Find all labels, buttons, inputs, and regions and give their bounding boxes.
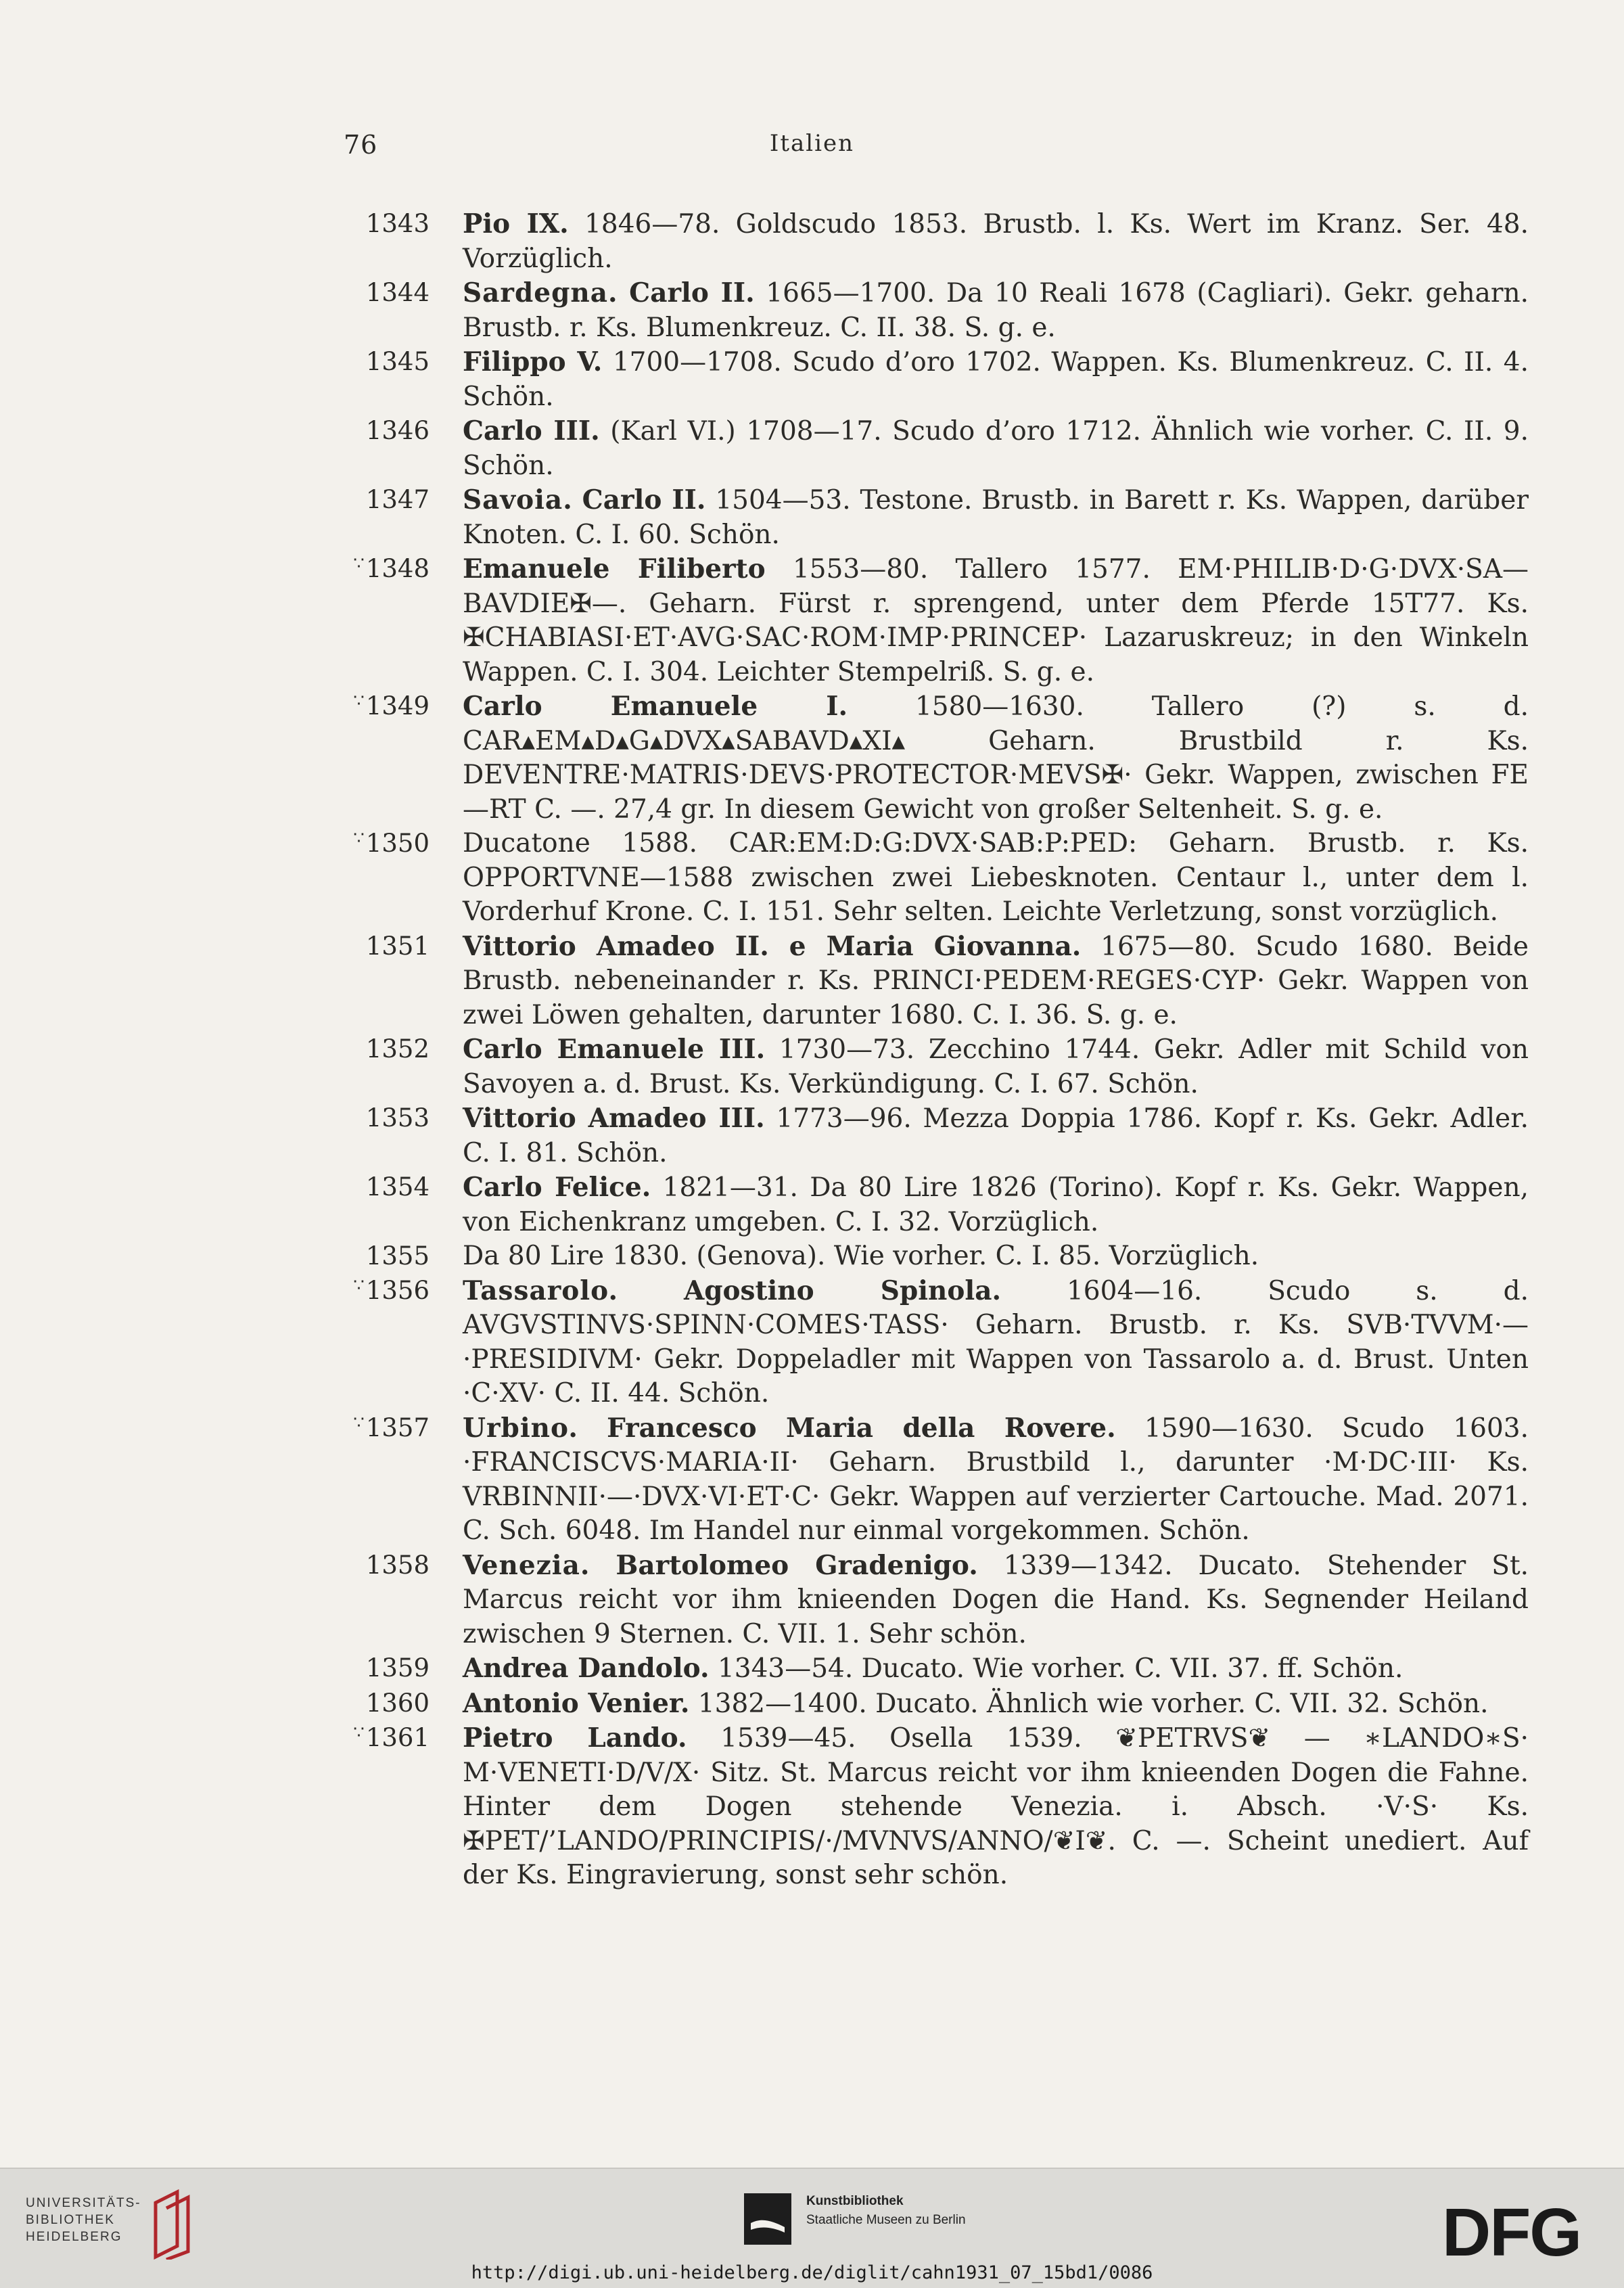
lot-number-value: 1361 [365,1723,430,1752]
lot-number-value: 1343 [365,209,430,238]
lot-description [463,689,1529,827]
catalog-entry [338,1411,1529,1549]
lot-description [463,345,1529,414]
ruler-name: Carlo Emanuele III. [463,1034,766,1065]
rarity-mark-icon: ∵ [353,1275,365,1296]
catalog-entry [338,1032,1529,1101]
lot-details: 1553—80. Tallero 1577. EM·PHILIB·D·G·DVX·SA—BAVDIE✠—. Geharn. Fürst r. sprengend, unter dem Pferde 15T77. Ks. ✠CHABIASI·ET·AVG·SAC·ROM·IMP·PRINCEP· Lazaruskreuz; in den Winkeln Wappen. C. I. 304. Leichter Stempelriß. S. g. e. [463,554,1529,687]
lot-description [463,552,1529,689]
lot-description [463,1411,1529,1549]
mint-place: Savoia. [463,484,573,516]
university-logo-line: HEIDELBERG [26,2230,122,2244]
lot-number [338,345,430,380]
lot-details: 1382—1400. Ducato. Ähnlich wie vorher. C. VII. 32. Schön. [689,1688,1489,1719]
catalog-entry [338,689,1529,827]
lot-description [463,1032,1529,1101]
lot-number [338,1101,430,1136]
lot-number-value: 1357 [365,1413,430,1442]
university-library-mark-icon [150,2189,192,2260]
lot-description [463,930,1529,1033]
lot-description [463,483,1529,552]
lot-details: 1773—96. Mezza Doppia 1786. Kopf r. Ks. Gekr. Adler. C. I. 81. Schön. [463,1103,1529,1168]
lot-description [463,1687,1529,1722]
lot-details: 1700—1708. Scudo d’oro 1702. Wappen. Ks. Blumenkreuz. C. II. 4. Schön. [463,347,1529,412]
lot-details: Da 80 Lire 1830. (Genova). Wie vorher. C. I. 85. Vorzüglich. [463,1241,1259,1271]
lot-description [463,1170,1529,1239]
lot-number-value: 1353 [365,1103,430,1132]
kunstbibliothek-label [806,2192,966,2230]
lot-details: 1665—1700. Da 10 Reali 1678 (Cagliari). Gekr. geharn. Brustb. r. Ks. Blumenkreuz. C. II. 38. S. g. e. [463,278,1529,343]
catalog-entry [338,1170,1529,1239]
lot-number [338,1651,430,1686]
footer-bar [0,2168,1624,2288]
catalog-entry [338,1721,1529,1893]
catalog-entry [338,1274,1529,1411]
rarity-mark-icon: ∵ [353,828,365,848]
catalog-entry [338,414,1529,483]
ruler-name: Bartolomeo Gradenigo. [616,1549,978,1581]
catalog-entry [338,930,1529,1033]
lot-number [338,207,430,242]
lot-number-value: 1352 [365,1034,430,1063]
lot-number [338,689,430,727]
lot-number [338,1549,430,1583]
lot-description [463,827,1529,930]
rarity-mark-icon: ∵ [353,1722,365,1743]
lot-number [338,276,430,311]
ruler-name: Agostino Spinola. [683,1275,1002,1306]
university-logo-line: UNIVERSITÄTS- [26,2196,141,2210]
lot-details: (Karl VI.) 1708—17. Scudo d’oro 1712. Ähnlich wie vorher. C. II. 9. Schön. [463,416,1529,481]
university-logo-line: BIBLIOTHEK [26,2213,115,2227]
page-number: 76 [344,130,378,160]
lot-details: 1846—78. Goldscudo 1853. Brustb. l. Ks. Wert im Kranz. Ser. 48. Vorzüglich. [463,209,1529,274]
lot-number-value: 1344 [365,278,430,307]
lot-number-value: 1360 [365,1688,430,1718]
lot-number [338,414,430,449]
lot-number [338,1239,430,1274]
lot-details: 1604—16. Scudo s. d. AVGVSTINVS·SPINN·COMES·TASS· Geharn. Brustb. r. Ks. SVB·TVVM·—·PRESIDIVM· Gekr. Doppeladler mit Wappen von Tassarolo a. d. Brust. Unten ·C·XV· C. II. 44. Schön. [463,1275,1529,1409]
lot-number-value: 1354 [365,1172,430,1202]
mint-place: Tassarolo. [463,1275,619,1306]
catalog-entry [338,345,1529,414]
lot-number [338,483,430,518]
lot-number-value: 1359 [365,1653,430,1683]
lot-number [338,1032,430,1067]
ruler-name: Andrea Dandolo. [463,1653,710,1684]
lot-description [463,1101,1529,1170]
lot-number [338,1687,430,1721]
ruler-name: Emanuele Filiberto [463,553,766,585]
ruler-name: Carlo Felice. [463,1172,651,1203]
lot-details: 1590—1630. Scudo 1603. ·FRANCISCVS·MARIA·II· Geharn. Brustbild l., darunter ·M·DC·III· Ks. VRBINNII·—·DVX·VI·ET·C· Gekr. Wappen auf verzierter Cartouche. Mad. 2071. C. Sch. 6048. Im Handel nur einmal vorgekommen. Schön. [463,1413,1529,1546]
mint-place: Sardegna. [463,277,618,308]
catalog-entry [338,552,1529,689]
mint-place: Venezia. [463,1549,590,1581]
rarity-mark-icon: ∵ [353,1412,365,1433]
catalog-entry [338,1549,1529,1652]
catalog-entry [338,1101,1529,1170]
lot-description [463,1549,1529,1652]
ruler-name: Carlo Emanuele I. [463,691,848,722]
ruler-name: Pio IX. [463,208,569,239]
lot-description [463,1239,1529,1274]
lot-number-value: 1355 [365,1241,430,1271]
lot-details: 1339—1342. Ducato. Stehender St. Marcus reicht vor ihm knieenden Dogen die Hand. Ks. Segnender Heiland zwischen 9 Sternen. C. VII. 1. Sehr schön. [463,1550,1529,1649]
lot-number-value: 1346 [365,416,430,445]
lot-number [338,1721,430,1758]
lot-number [338,1170,430,1205]
lot-description [463,414,1529,483]
ruler-name: Carlo II. [582,484,706,516]
lot-number [338,827,430,864]
lot-number [338,552,430,589]
lot-number-value: 1351 [365,931,430,961]
catalog-entry [338,207,1529,276]
lot-details: 1504—53. Testone. Brustb. in Barett r. Ks. Wappen, darüber Knoten. C. I. 60. Schön. [463,485,1529,550]
lot-description [463,1651,1529,1687]
lot-number [338,1411,430,1448]
lot-number [338,1274,430,1311]
lot-description [463,207,1529,276]
catalog-entry [338,1687,1529,1722]
lot-number-value: 1345 [365,347,430,376]
ruler-name: Antonio Venier. [463,1687,690,1719]
catalog-entry [338,827,1529,930]
lot-description [463,1721,1529,1893]
ruler-name: Francesco Maria della Rovere. [607,1412,1116,1444]
ruler-name: Filippo V. [463,346,603,377]
lot-number-value: 1347 [365,485,430,514]
lot-number-value: 1358 [365,1550,430,1580]
lot-details: 1580—1630. Tallero (?) s. d. CAR▴EM▴D▴G▴DVX▴SABAVD▴XI▴ Geharn. Brustbild r. Ks. DEVENTRE·MATRIS·DEVS·PROTECTOR·MEVS✠· Gekr. Wappen, zwischen FE—RT C. —. 27,4 gr. In diesem Gewicht von großer Seltenheit. S. g. e. [463,691,1529,825]
lot-details: Ducatone 1588. CAR:EM:D:G:DVX·SAB:P:PED: Geharn. Brustb. r. Ks. OPPORTVNE—1588 zwischen zwei Liebesknoten. Centaur l., unter dem l. Vorderhuf Krone. C. I. 151. Sehr selten. Leichte Verletzung, sonst vorzüglich. [463,828,1529,927]
lot-description [463,1274,1529,1411]
lot-number-value: 1350 [365,829,430,858]
lot-number-value: 1349 [365,691,430,720]
lot-details: 1821—31. Da 80 Lire 1826 (Torino). Kopf r. Ks. Gekr. Wappen, von Eichenkranz umgeben. C. I. 32. Vorzüglich. [463,1172,1529,1237]
kunstbibliothek-title: Kunstbibliothek [806,2194,904,2208]
running-head: Italien [769,130,855,157]
lot-number-value: 1348 [365,554,430,583]
ruler-name: Vittorio Amadeo III. [463,1103,765,1134]
ruler-name: Vittorio Amadeo II. e Maria Giovanna. [463,930,1082,962]
ruler-name: Carlo II. [629,277,755,308]
dfg-logo[interactable]: DFG [1442,2195,1581,2270]
catalog-entries [338,207,1529,1893]
ruler-name: Carlo III. [463,415,600,447]
kunstbibliothek-logo-icon[interactable] [744,2193,791,2245]
lot-details: 1730—73. Zecchino 1744. Gekr. Adler mit Schild von Savoyen a. d. Brust. Ks. Verkündigung. C. I. 67. Schön. [463,1034,1529,1099]
lot-details: 1675—80. Scudo 1680. Beide Brustb. nebeneinander r. Ks. PRINCI·PEDEM·REGES·CYP· Gekr. Wappen von zwei Löwen gehalten, darunter 1680. C. I. 36. S. g. e. [463,931,1529,1030]
mint-place: Urbino. [463,1412,578,1444]
kunstbibliothek-subtitle: Staatliche Museen zu Berlin [806,2213,966,2227]
rarity-mark-icon: ∵ [353,691,365,711]
permalink-url[interactable]: http://digi.ub.uni-heidelberg.de/diglit/cahn1931_07_15bd1/0086 [471,2262,1153,2283]
ruler-name: Pietro Lando. [463,1722,687,1754]
lot-number-value: 1356 [365,1275,430,1305]
catalog-entry [338,276,1529,345]
catalog-entry [338,1239,1529,1274]
catalog-entry [338,1651,1529,1687]
university-library-logo[interactable] [26,2195,141,2245]
lot-number [338,930,430,964]
lot-description [463,276,1529,345]
catalog-entry [338,483,1529,552]
lot-details: 1539—45. Osella 1539. ❦PETRVS❦ — ∗LANDO∗S· M·VENETI·D/V/X· Sitz. St. Marcus reicht vor ihm knieenden Dogen die Fahne. Hinter dem Dogen stehende Venezia. i. Absch. ·V·S· Ks. ✠PET/’LANDO/PRINCIPIS/·/MVNVS/ANNO/❦I❦. C. —. Scheint unediert. Auf der Ks. Eingravierung, sonst sehr schön. [463,1723,1529,1890]
rarity-mark-icon: ∵ [353,553,365,574]
lot-details: 1343—54. Ducato. Wie vorher. C. VII. 37. ff. Schön. [709,1653,1403,1684]
